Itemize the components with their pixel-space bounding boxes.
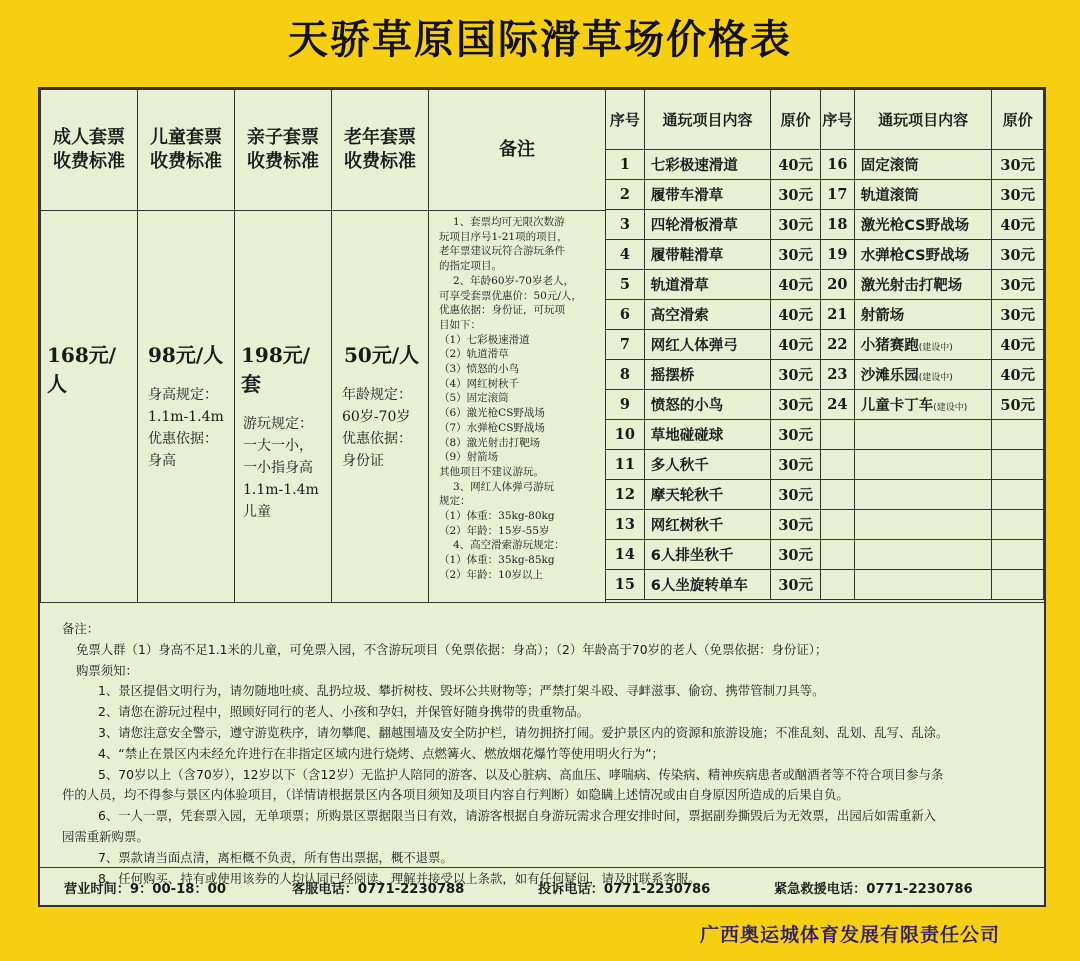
child-ticket-price: 98元/人 [148,343,224,367]
item-name [854,360,992,390]
family-rule-label: 游玩规定： [243,416,313,432]
item-name: 6人排坐秋千 [644,540,771,570]
item-price: 30元 [771,240,821,270]
note-item: 1、景区提倡文明行为，请勿随地吐痰、乱扔垃圾、攀折树枝、毁坏公共财物等；严禁打架斗殴、寻衅滋事、偷窃、携带管制刀具等。 [98,683,825,699]
item-name: 摇摆桥 [644,360,771,390]
item-no: 7 [606,330,645,360]
item-price: 40元 [771,330,821,360]
no-header: 序号 [606,90,645,150]
family-rule-line2: 一小指身高 [243,460,313,476]
item-price: 30元 [771,210,821,240]
item-price: 30元 [771,420,821,450]
empty-cell [992,510,1044,540]
remark-line: 老年票建议玩符合游玩条件 [439,245,565,258]
contact-footer [40,867,1044,905]
table-row [606,390,1044,420]
remark-line: 目如下： [439,318,481,331]
item-price: 30元 [771,450,821,480]
empty-cell [992,450,1044,480]
family-rule-line3: 1.1m-1.4m [243,482,319,498]
price-panel [38,87,1046,907]
item-name [854,240,992,270]
item-price: 30元 [992,180,1044,210]
note-item: 2、请您在游玩过程中，照顾好同行的老人、小孩和孕妇，并保管好随身携带的贵重物品。 [98,704,590,720]
item-no: 10 [606,420,645,450]
item-tag: (建设中) [918,373,953,383]
items-header-row [606,90,1044,150]
note-item: 6、一人一票，凭套票入园，无单项票；所购景区票据限当日有效，请游客根据自身游玩需求合理安排时间，票据副券撕毁后为无效票，出园后如需重新入 [98,808,937,824]
empty-cell [992,420,1044,450]
item-name [854,390,992,420]
remark-line: 玩项目序号1-21项的项目， [439,230,568,243]
company-name: 广西奥运城体育发展有限责任公司 [700,924,1001,946]
item-no: 17 [820,180,854,210]
no-header: 序号 [820,90,854,150]
remark-line: 其他项目不建议游玩。 [439,465,544,478]
item-name: 轨道滑草 [644,270,771,300]
item-name-text: 射箭场 [860,308,905,324]
child-proof-label: 优惠依据： [148,431,218,447]
name-header: 通玩项目内容 [854,90,992,150]
table-row [606,240,1044,270]
child-ticket-cell [138,211,235,603]
item-no: 22 [820,330,854,360]
service-phone: 客服电话：0771-2230788 [292,882,465,897]
senior-proof-label: 优惠依据： [342,431,412,447]
remark-line: 优惠依据：身份证，可玩项 [439,304,565,317]
empty-cell [854,510,992,540]
family-ticket-header: 亲子套票收费标准 [235,90,332,211]
notes-label: 备注： [62,621,100,636]
note-item: 3、请您注意安全警示，遵守游览秩序，请勿攀爬、翻越围墙及安全防护栏，请勿拥挤打闹。爱护景区内的资源和旅游设施；不准乱刻、乱划、乱写、乱涂。 [98,724,949,740]
remark-line: （2）年龄：10岁以上 [439,568,544,581]
empty-cell [854,480,992,510]
adult-ticket-header: 成人套票收费标准 [41,90,138,211]
item-tag: (建设中) [918,343,953,353]
item-name: 草地碰碰球 [644,420,771,450]
item-price: 30元 [771,360,821,390]
item-name [854,210,992,240]
item-name: 高空滑索 [644,300,771,330]
empty-cell [992,570,1044,600]
remark-line: 规定： [439,495,471,508]
item-name-text: 固定滚筒 [860,158,919,174]
table-row [606,450,1044,480]
remark-line: （5）固定滚筒 [439,392,509,405]
item-price: 30元 [992,270,1044,300]
item-price: 40元 [992,210,1044,240]
item-no: 9 [606,390,645,420]
item-price: 30元 [771,390,821,420]
item-price: 50元 [992,390,1044,420]
item-tag: (建设中) [933,403,968,413]
item-name-text: 轨道滚筒 [860,188,919,204]
item-name: 多人秋千 [644,450,771,480]
note-item: 园需重新购票。 [62,828,149,844]
senior-rule-value: 60岁-70岁 [342,409,411,425]
note-item: 件的人员，均不得参与景区内体验项目，（详情请根据景区内各项目须知及项目内容自行判断）如隐瞒上述情况或由自身原因所造成的后果自负。 [62,787,849,803]
item-name-text: 激光枪CS野战场 [860,218,970,234]
free-ticket-note: 免票人群（1）身高不足1.1米的儿童，可免票入园，不含游玩项目（免票依据：身高）；（2）年龄高于70岁的老人（免票依据：身份证）； [76,641,828,657]
empty-cell [820,480,854,510]
item-name [854,270,992,300]
note-item: 7、票款请当面点清，离柜概不负责，所有售出票据，概不退票。 [98,849,453,865]
remarks-header: 备注 [429,90,606,211]
remark-line: （6）激光枪CS野战场 [439,407,545,420]
item-name: 摩天轮秋千 [644,480,771,510]
senior-rule-label: 年龄规定： [342,387,412,403]
item-price: 30元 [771,540,821,570]
table-row [606,180,1044,210]
remark-line: 3、网红人体弹弓游玩 [453,480,555,493]
items-table [605,89,1044,600]
notes-section [40,602,1044,886]
item-price: 40元 [992,360,1044,390]
name-header: 通玩项目内容 [644,90,771,150]
empty-cell [820,540,854,570]
remark-line: （1）体重：35kg-85kg [439,554,555,567]
item-no: 18 [820,210,854,240]
remarks-cell [429,211,606,603]
table-row [606,420,1044,450]
ticket-table [40,89,606,603]
note-item: 5、70岁以上（含70岁），12岁以下（含12岁）无监护人陪同的游客、以及心脏病、高血压、哮喘病、传染病、精神疾病患者或酗酒者等不符合项目参与条 [98,766,944,782]
item-no: 8 [606,360,645,390]
empty-cell [854,420,992,450]
item-no: 5 [606,270,645,300]
remark-line: （2）年龄：15岁-55岁 [439,524,550,537]
family-rule-line4: 儿童 [243,504,271,520]
empty-cell [992,480,1044,510]
child-proof-value: 身高 [148,453,176,469]
empty-cell [854,540,992,570]
item-name-text: 水弹枪CS野战场 [860,248,970,264]
table-row [606,150,1044,180]
complaint-phone: 投诉电话：0771-2230786 [538,882,711,897]
family-rule-line1: 一大一小， [243,438,313,454]
price-header: 原价 [771,90,821,150]
remark-line: （9）射箭场 [439,451,499,464]
family-ticket-price: 198元/套 [241,343,311,396]
item-no: 1 [606,150,645,180]
remark-line: 的指定项目。 [439,260,502,273]
remark-line: （1）七彩极速滑道 [439,333,530,346]
item-name: 履带鞋滑草 [644,240,771,270]
item-name: 网红树秋千 [644,510,771,540]
item-price: 30元 [992,240,1044,270]
table-row [606,360,1044,390]
item-price: 40元 [771,270,821,300]
item-name [854,180,992,210]
item-name: 愤怒的小鸟 [644,390,771,420]
item-no: 20 [820,270,854,300]
table-row [606,210,1044,240]
item-no: 15 [606,570,645,600]
item-name-text: 小猪赛跑 [860,338,919,354]
item-no: 12 [606,480,645,510]
senior-proof-value: 身份证 [342,453,384,469]
table-row [606,330,1044,360]
family-ticket-cell [235,211,332,603]
remark-line: （7）水弹枪CS野战场 [439,421,545,434]
item-name-text: 激光射击打靶场 [860,278,963,294]
senior-ticket-header: 老年套票收费标准 [332,90,429,211]
item-price: 30元 [771,480,821,510]
item-name: 6人坐旋转单车 [644,570,771,600]
empty-cell [854,570,992,600]
child-rule-value: 1.1m-1.4m [148,409,224,425]
table-row [606,510,1044,540]
item-price: 40元 [771,150,821,180]
child-rule-label: 身高规定： [148,387,218,403]
remark-line: （4）网红树秋千 [439,377,520,390]
item-no: 3 [606,210,645,240]
item-no: 21 [820,300,854,330]
empty-cell [820,510,854,540]
item-name [854,300,992,330]
item-no: 2 [606,180,645,210]
table-row [606,540,1044,570]
empty-cell [992,540,1044,570]
item-no: 6 [606,300,645,330]
adult-ticket-price: 168元/人 [47,343,117,396]
item-price: 30元 [771,180,821,210]
empty-cell [820,570,854,600]
remark-line: （1）体重：35kg-80kg [439,510,555,523]
item-price: 30元 [771,570,821,600]
item-name [854,330,992,360]
item-price: 30元 [771,510,821,540]
item-no: 14 [606,540,645,570]
table-row [606,480,1044,510]
child-ticket-header: 儿童套票收费标准 [138,90,235,211]
item-no: 19 [820,240,854,270]
table-row [606,300,1044,330]
remark-line: （8）激光射击打靶场 [439,436,541,449]
remark-line: 1、套票均可无限次数游 [453,216,565,228]
item-price: 30元 [992,150,1044,180]
page-title: 天骄草原国际滑草场价格表 [288,16,792,63]
item-no: 24 [820,390,854,420]
item-no: 23 [820,360,854,390]
table-row [606,270,1044,300]
item-name: 网红人体弹弓 [644,330,771,360]
item-no: 13 [606,510,645,540]
item-no: 11 [606,450,645,480]
table-row [606,570,1044,600]
remark-line: （2）轨道滑草 [439,348,509,361]
note-item: 8、任何购买、持有或使用该券的人均认同已经阅读、理解并接受以上条款，如有任何疑问，请及时联系客服。 [98,870,701,886]
item-name-text: 沙滩乐园 [860,368,919,384]
price-header: 原价 [992,90,1044,150]
adult-ticket-cell [41,211,138,603]
remark-line: 2、年龄60岁-70岁老人， [453,274,574,287]
business-hours: 营业时间：9：00-18：00 [64,882,227,897]
item-name-text: 儿童卡丁车 [860,398,934,414]
item-name: 履带车滑草 [644,180,771,210]
item-price: 30元 [992,300,1044,330]
rescue-phone: 紧急救援电话：0771-2230786 [774,882,973,897]
item-no: 4 [606,240,645,270]
empty-cell [854,450,992,480]
remark-line: 4、高空滑索游玩规定： [453,539,565,552]
item-price: 40元 [992,330,1044,360]
item-no: 16 [820,150,854,180]
empty-cell [820,420,854,450]
item-name: 七彩极速滑道 [644,150,771,180]
senior-ticket-cell [332,211,429,603]
purchase-label: 购票须知： [76,662,138,678]
item-name [854,150,992,180]
remark-line: （3）愤怒的小鸟 [439,363,520,376]
item-name: 四轮滑板滑草 [644,210,771,240]
item-price: 40元 [771,300,821,330]
note-item: 4、“禁止在景区内未经允许进行在非指定区域内进行烧烤、点燃篝火、燃放烟花爆竹等使用明火行为”； [98,745,664,761]
empty-cell [820,450,854,480]
remark-line: 可享受套票优惠价：50元/人， [439,289,582,302]
senior-ticket-price: 50元/人 [344,343,420,367]
